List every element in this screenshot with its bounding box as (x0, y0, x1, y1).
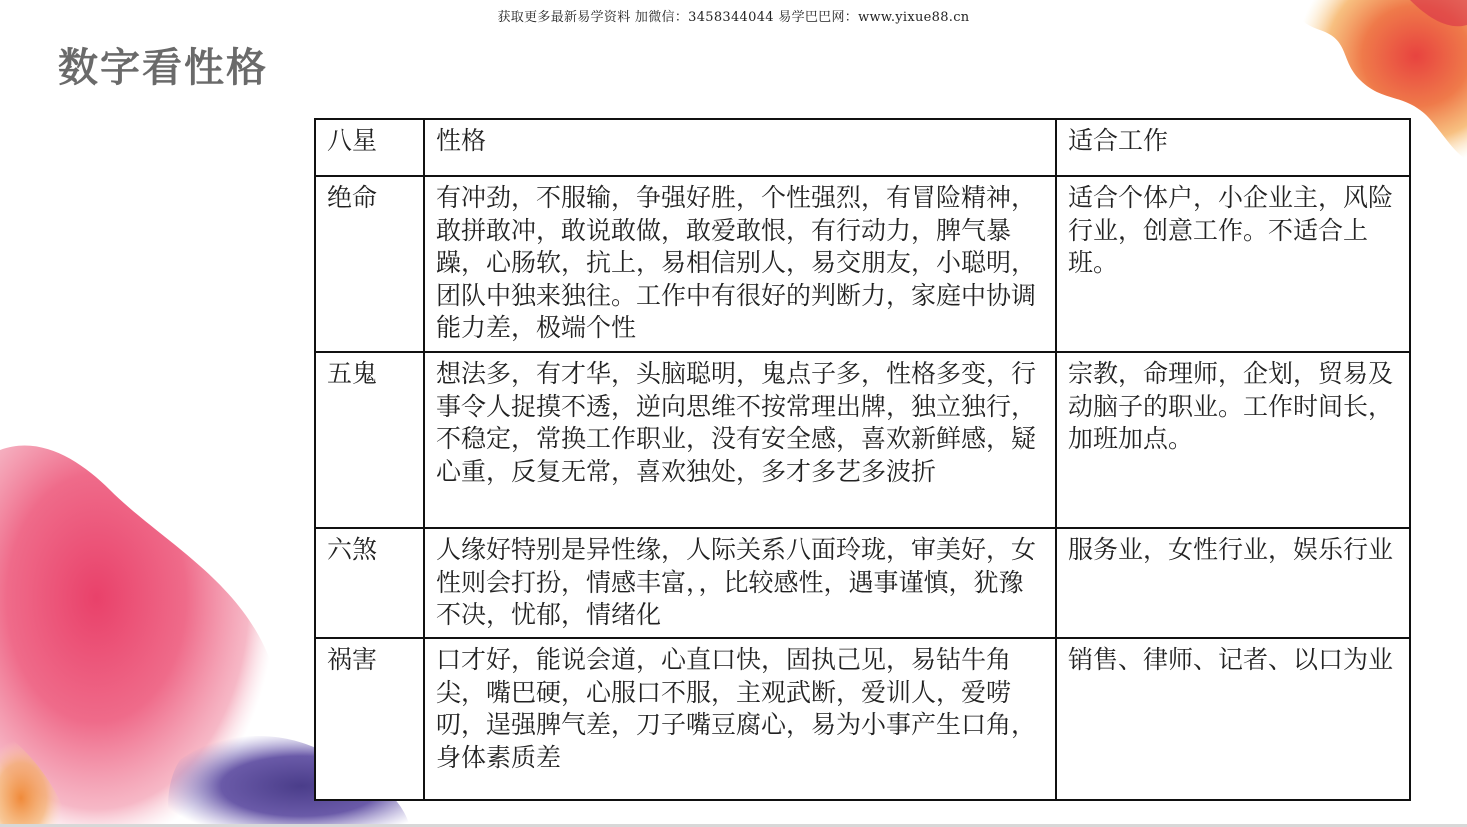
table-row (315, 528, 1410, 638)
personality-table (314, 118, 1411, 801)
table-header-row (315, 119, 1410, 176)
row-personality: 口才好，能说会道，心直口快，固执己见，易钻牛角尖，嘴巴硬，心服口不服，主观武断，爱训人，爱唠叨，逞强脾气差，刀子嘴豆腐心，易为小事产生口角，身体素质差 (424, 638, 1056, 800)
row-star: 绝命 (315, 176, 424, 352)
header-star: 八星 (315, 119, 424, 176)
header-personality: 性格 (424, 119, 1056, 176)
header-work: 适合工作 (1056, 119, 1410, 176)
row-work: 销售、律师、记者、以口为业 (1056, 638, 1410, 800)
table-row (315, 176, 1410, 352)
row-work: 服务业，女性行业，娱乐行业 (1056, 528, 1410, 638)
row-personality: 有冲劲，不服输，争强好胜，个性强烈，有冒险精神，敢拼敢冲，敢说敢做，敢爱敢恨，有行动力，脾气暴躁，心肠软，抗上，易相信别人，易交朋友，小聪明，团队中独来独往。工作中有很好的判断力，家庭中协调能力差，极端个性 (424, 176, 1056, 352)
row-work: 宗教，命理师，企划，贸易及动脑子的职业。工作时间长，加班加点。 (1056, 352, 1410, 528)
page-title: 数字看性格 (58, 44, 268, 91)
row-work: 适合个体户，小企业主，风险行业，创意工作。不适合上班。 (1056, 176, 1410, 352)
row-personality: 想法多，有才华，头脑聪明，鬼点子多，性格多变，行事令人捉摸不透，逆向思维不按常理出牌，独立独行，不稳定，常换工作职业，没有安全感，喜欢新鲜感，疑心重，反复无常，喜欢独处，多才多艺多波折 (424, 352, 1056, 528)
watermark-text: 获取更多最新易学资料 加微信：3458344044 易学巴巴网：www.yixue88.cn (497, 10, 970, 25)
row-star: 五鬼 (315, 352, 424, 528)
row-personality: 人缘好特别是异性缘，人际关系八面玲珑，审美好，女性则会打扮，情感丰富，，比较感性，遇事谨慎，犹豫不决，忧郁，情绪化 (424, 528, 1056, 638)
row-star: 祸害 (315, 638, 424, 800)
table-row (315, 352, 1410, 528)
table-row (315, 638, 1410, 800)
row-star: 六煞 (315, 528, 424, 638)
